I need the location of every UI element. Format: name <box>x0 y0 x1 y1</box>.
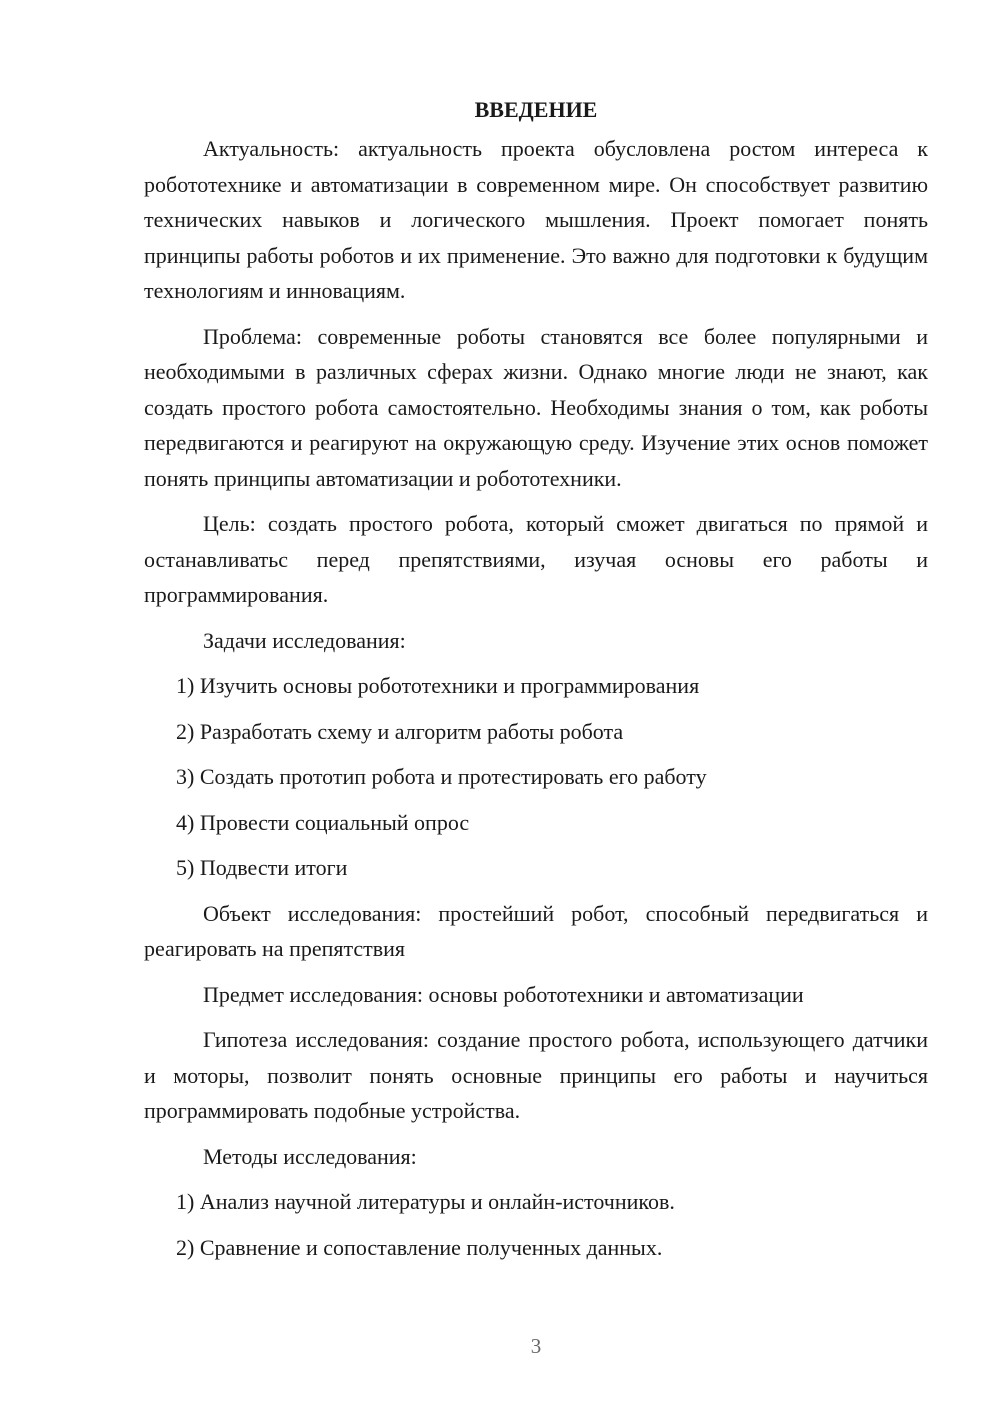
paragraph-problem: Проблема: современные роботы становятся все более популярными и необходимыми в различных сферах жизни. Однако многие люди не знают, как создать простого робота самостоятельно. Необходимы знания о том, как роботы передвигаются и реагируют на окружающую среду. Изучение этих основ поможет понять принципы автоматизации и робототехники. <box>144 323 928 491</box>
paragraph-object: Объект исследования: простейший робот, способный передвигаться и реагировать на препятствия <box>144 900 928 961</box>
list-item: 4) Провести социальный опрос <box>176 809 470 835</box>
section-title: ВВЕДЕНИЕ <box>474 97 598 122</box>
methods-heading: Методы исследования: <box>203 1143 417 1169</box>
paragraph-goal: Цель: создать простого робота, который сможет двигаться по прямой и останавливатьс перед препятствиями, изучая основы его работы и программирования. <box>144 511 928 607</box>
list-item: 5) Подвести итоги <box>176 855 348 880</box>
tasks-heading: Задачи исследования: <box>203 627 406 653</box>
document-page <box>144 92 928 1275</box>
list-item: 1) Изучить основы робототехники и программирования <box>176 673 700 698</box>
paragraph-relevance: Актуальность: актуальность проекта обусловлена ростом интереса к робототехнике и автоматизации в современном мире. Он способствует развитию технических навыков и логического мышления. Проект помогает понять принципы работы роботов и их применение. Это важно для подготовки к будущим технологиям и инновациям. <box>144 136 928 303</box>
list-item: 2) Разработать схему и алгоритм работы робота <box>176 718 624 744</box>
tasks-list <box>144 668 928 886</box>
methods-list <box>144 1184 928 1265</box>
list-item: 3) Создать прототип робота и протестировать его работу <box>176 764 707 789</box>
page-number: 3 <box>530 1334 542 1358</box>
list-item: 2) Сравнение и сопоставление полученных данных. <box>176 1234 663 1260</box>
list-item: 1) Анализ научной литературы и онлайн-источников. <box>176 1189 675 1214</box>
paragraph-hypothesis: Гипотеза исследования: создание простого робота, использующего датчики и моторы, позволит понять основные принципы его работы и научиться программировать подобные устройства. <box>144 1027 928 1123</box>
paragraph-subject: Предмет исследования: основы робототехники и автоматизации <box>203 981 804 1007</box>
